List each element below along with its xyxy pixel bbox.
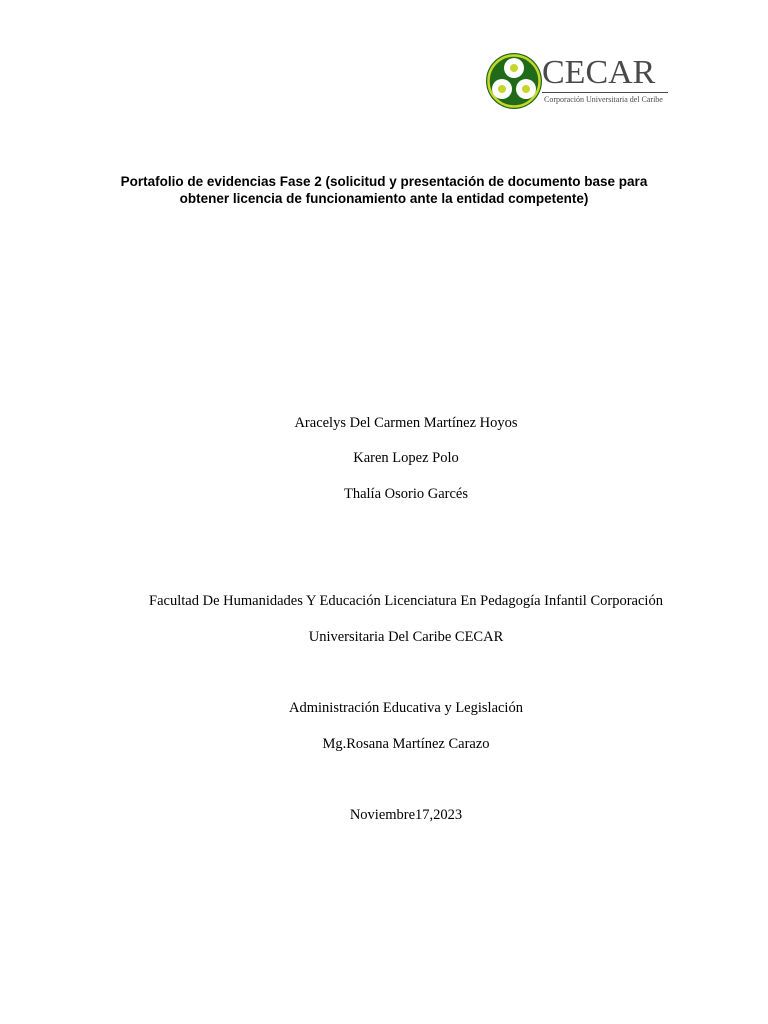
institution-line-1: Facultad De Humanidades Y Educación Licenciatura En Pedagogía Infantil Corporación: [149, 593, 663, 609]
author-3: Thalía Osorio Garcés: [343, 486, 468, 502]
document-title: Portafolio de evidencias Fase 2 (solicitud y presentación de documento base para obtener licencia de funcionamiento ante la entidad competente): [120, 174, 648, 206]
document-date: Noviembre17,2023: [349, 807, 463, 823]
cecar-emblem-icon: [486, 50, 546, 114]
institution-line-2: Universitaria Del Caribe CECAR: [308, 629, 504, 645]
logo-subtitle: Corporación Universitaria del Caribe: [544, 95, 663, 104]
author-2: Karen Lopez Polo: [353, 450, 459, 466]
teacher-name: Mg.Rosana Martínez Carazo: [322, 736, 490, 752]
logo-wordmark: CECAR: [542, 54, 656, 91]
cecar-logo: [486, 50, 676, 114]
author-1: Aracelys Del Carmen Martínez Hoyos: [294, 415, 518, 431]
logo-divider: [542, 92, 668, 93]
course-name: Administración Educativa y Legislación: [289, 700, 523, 716]
